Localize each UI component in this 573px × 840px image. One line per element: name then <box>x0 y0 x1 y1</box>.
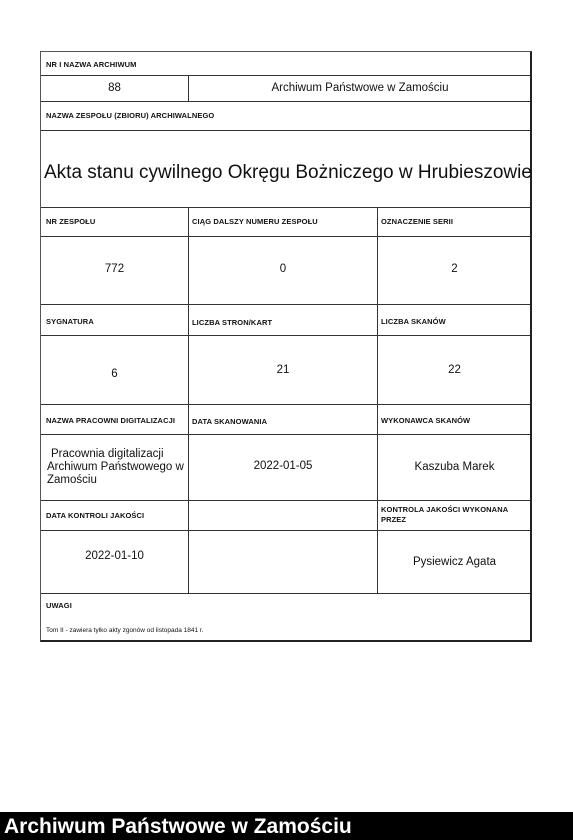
scans-value: 22 <box>448 364 461 376</box>
row-divider <box>41 236 530 237</box>
row-divider <box>41 404 530 405</box>
row-divider <box>41 593 530 594</box>
qc-date-value: 2022-01-10 <box>85 550 144 562</box>
archive-name: Archiwum Państwowe w Zamościu <box>271 82 449 94</box>
fonds-name-label: NAZWA ZESPOŁU (ZBIORU) ARCHIWALNEGO <box>46 111 215 120</box>
row-divider <box>41 335 530 336</box>
fonds-name: Akta stanu cywilnego Okręgu Bożniczego w Hrubieszowie <box>44 162 532 183</box>
row-divider <box>41 500 530 501</box>
row-divider <box>41 207 530 208</box>
row-divider <box>41 75 530 76</box>
scan-date-value: 2022-01-05 <box>253 460 313 472</box>
signature-value: 6 <box>111 368 118 380</box>
scanner-value: Kaszuba Marek <box>414 461 495 473</box>
scanner-label: WYKONAWCA SKANÓW <box>381 416 471 425</box>
row-divider <box>41 434 530 435</box>
fonds-number-label: NR ZESPOŁU <box>46 217 96 226</box>
pages-value: 21 <box>276 364 290 376</box>
row-divider <box>41 530 530 531</box>
continuation-value: 0 <box>279 263 287 275</box>
archive-label: NR I NAZWA ARCHIWUM <box>46 60 137 69</box>
signature-label: SYGNATURA <box>46 317 94 326</box>
series-value: 2 <box>451 263 458 275</box>
lab-label: NAZWA PRACOWNI DIGITALIZACJI <box>46 416 176 425</box>
notes-label: UWAGI <box>46 601 72 610</box>
row-divider <box>41 304 530 305</box>
series-label: OZNACZENIE SERII <box>381 217 454 226</box>
row-divider <box>41 130 530 131</box>
footer-archive-name: Archiwum Państwowe w Zamościu <box>4 815 352 838</box>
scans-label: LICZBA SKANÓW <box>381 317 446 326</box>
continuation-label: CIĄG DALSZY NUMERU ZESPOŁU <box>192 217 318 226</box>
footer-banner <box>0 812 573 840</box>
pages-label: LICZBA STRON/KART <box>192 318 273 327</box>
archive-number: 88 <box>108 82 121 94</box>
scan-date-label: DATA SKANOWANIA <box>192 417 268 426</box>
notes-value: Tom II - zawiera tylko akty zgonów od listopada 1841 r. <box>46 627 204 634</box>
qc-by-label: KONTROLA JAKOŚCI WYKONANA PRZEZ <box>381 505 508 524</box>
lab-value: Pracownia digitalizacji Archiwum Państwowego w Zamościu <box>47 448 184 486</box>
metric-card <box>40 51 532 642</box>
qc-date-label: DATA KONTROLI JAKOŚCI <box>46 511 145 520</box>
fonds-number: 772 <box>104 263 125 275</box>
row-divider <box>41 101 530 102</box>
qc-by-value: Pysiewicz Agata <box>412 556 497 568</box>
